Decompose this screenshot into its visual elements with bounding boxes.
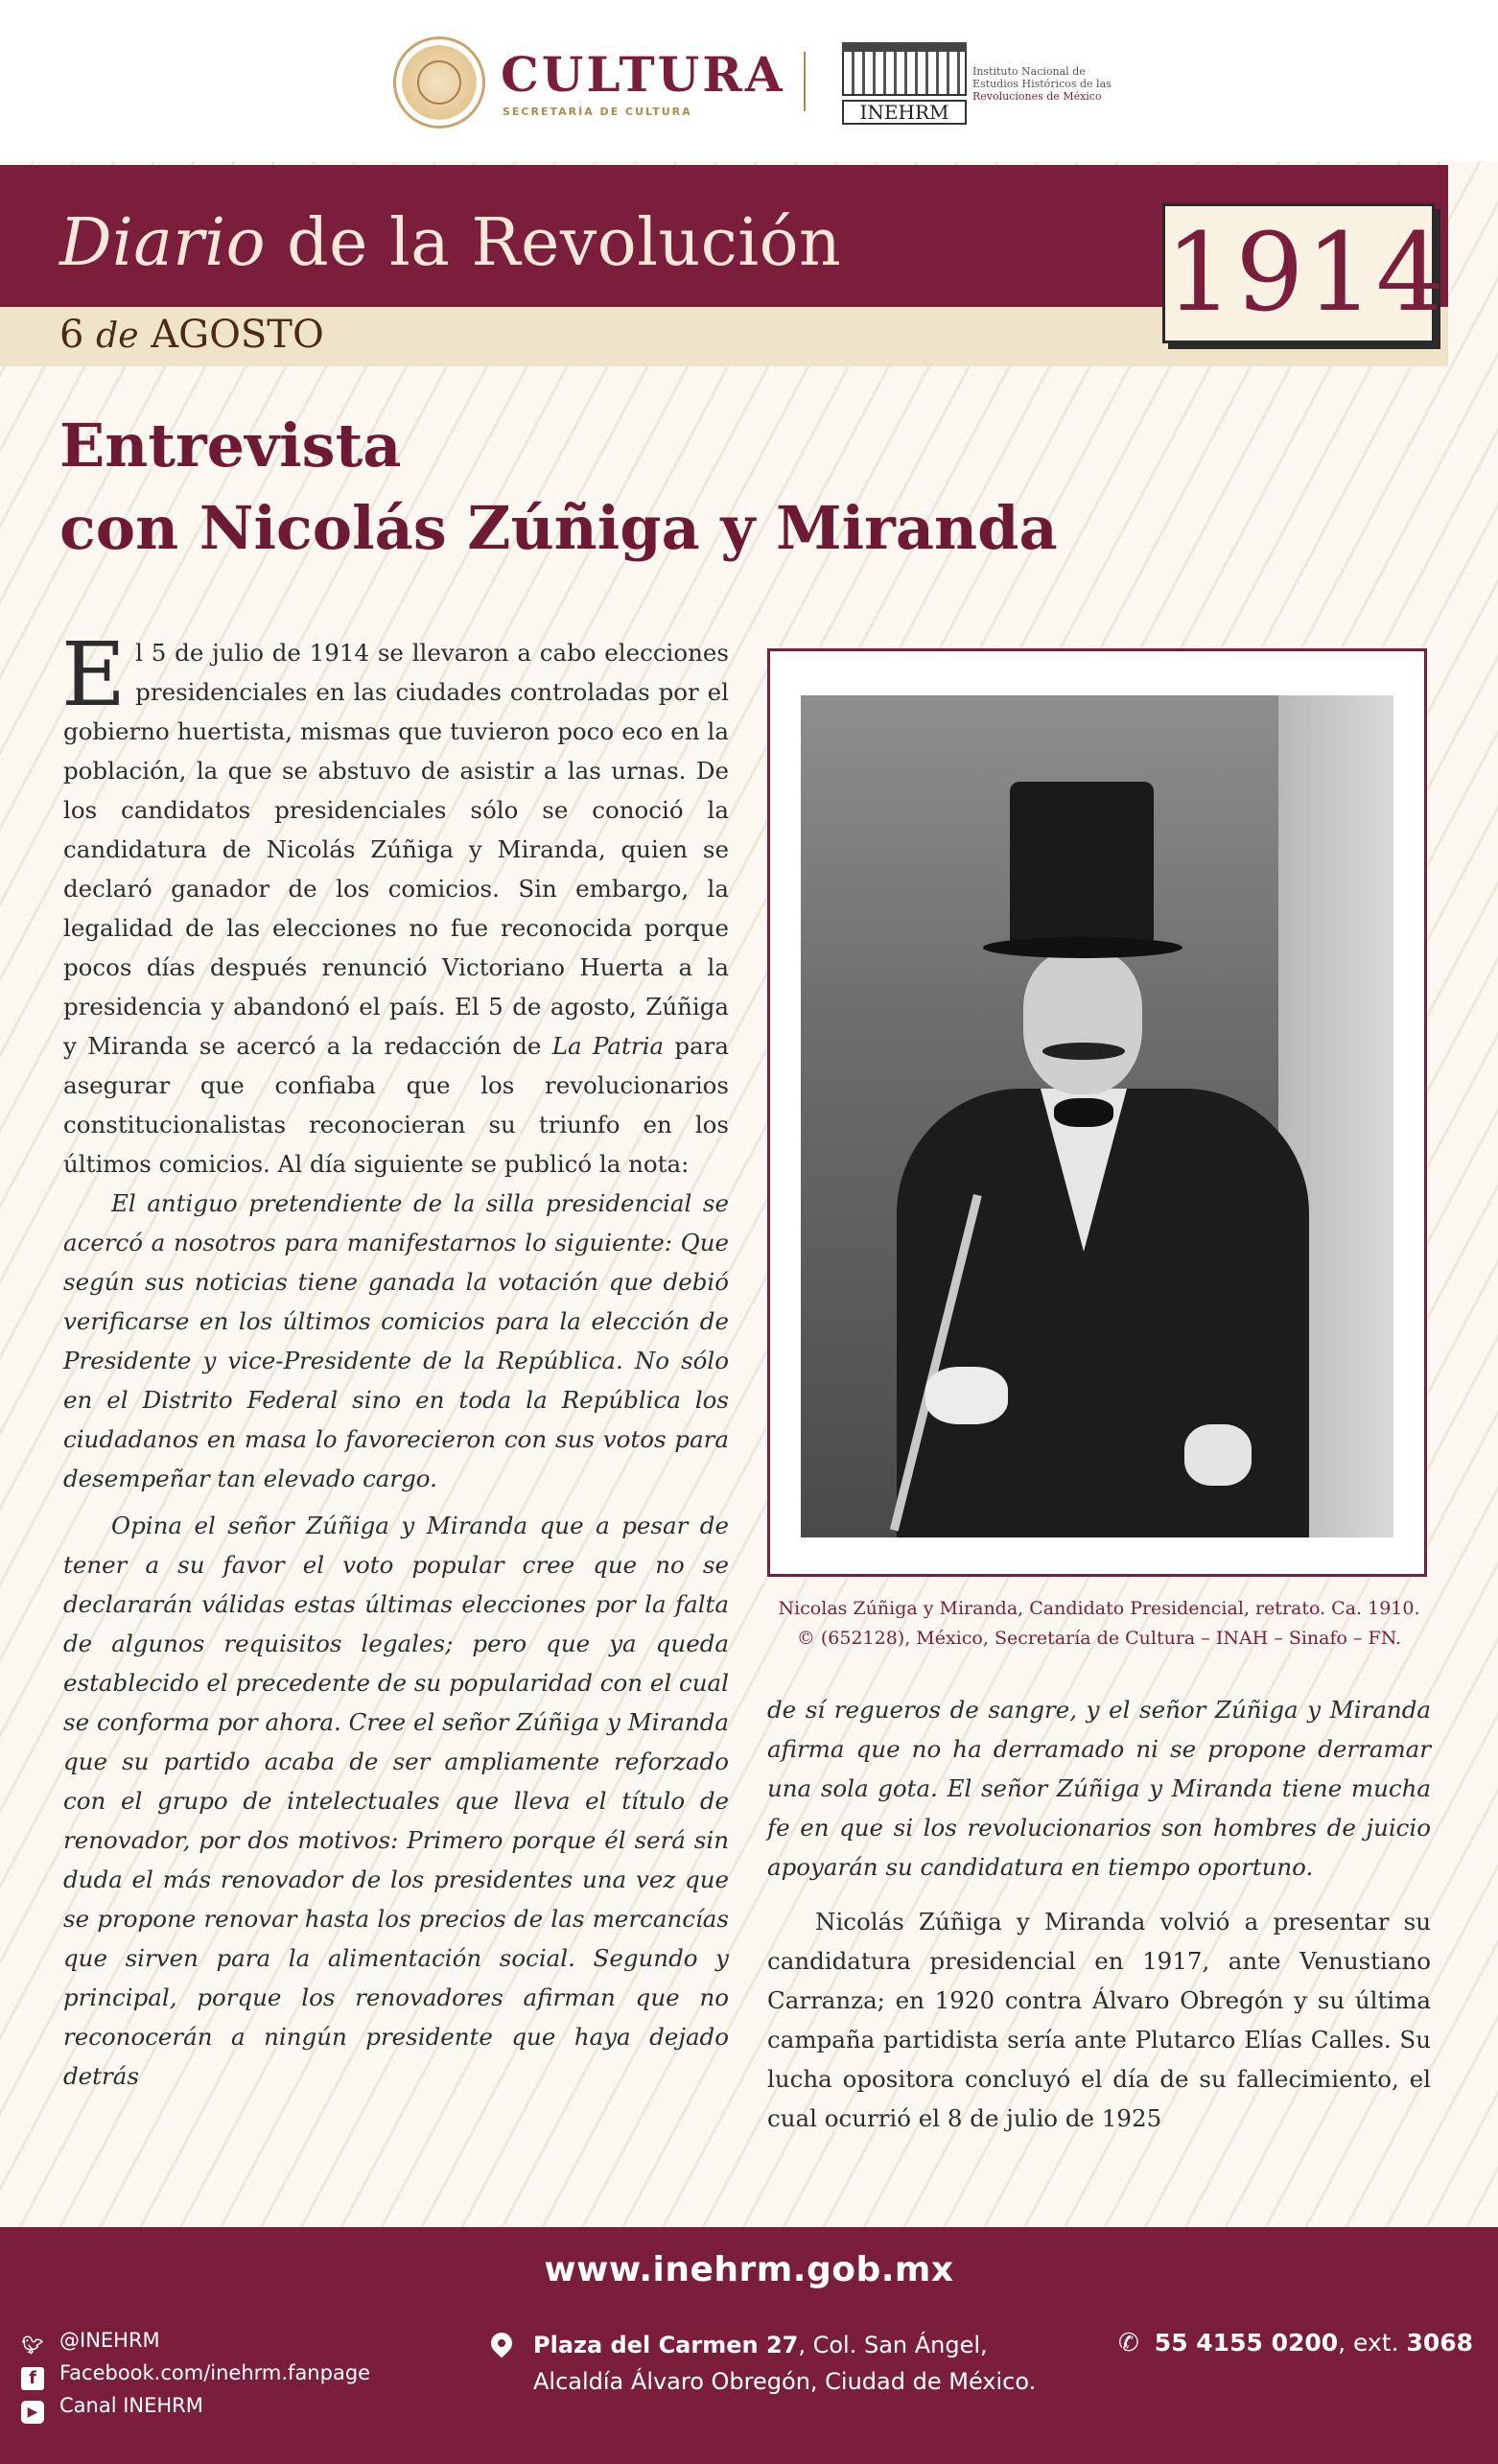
institute-name: Instituto Nacional de Estudios Históricos de las Revoluciones de México bbox=[972, 65, 1112, 103]
location-pin-icon bbox=[486, 2328, 516, 2358]
year-label: 1914 bbox=[1165, 211, 1447, 336]
inehrm-logo: INEHRM bbox=[842, 100, 967, 125]
right-text-column bbox=[767, 1690, 1431, 2138]
photo-frame bbox=[767, 648, 1427, 1577]
twitter-icon: 🐦︎ bbox=[21, 2335, 44, 2356]
quote-paragraph-2: Opina el señor Zúñiga y Miranda que a pesar de tener a su favor el voto popular cree que no se declararán válidas estas últimas elecciones por la falta de algunos requisitos legales; pero que ya queda establecido el precedente de su popularidad con el cual se conforma por ahora. Cree el señor Zúñiga y Miranda que su partido acaba de ser ampliamente reforzado con el grupo de intelectuales que lleva el título de renovador, por dos motivos: Primero porque él será sin duda el más renovador de los presidentes una vez que se propone renovar hasta los precios de las mercancías que sirven para la alimentación social. Segundo y principal, porque los renovadores afirman que no reconocerán a ningún presidente que haya dejado detrás bbox=[63, 1512, 729, 2090]
top-logo-bar bbox=[0, 0, 1498, 161]
year-box bbox=[1162, 203, 1447, 343]
left-text-column bbox=[61, 623, 729, 2096]
cultura-logo-subtitle: SECRETARÍA DE CULTURA bbox=[503, 106, 692, 118]
logo-row bbox=[0, 27, 1498, 132]
phone-icon: ✆ bbox=[1118, 2329, 1139, 2358]
cultura-logo: CULTURA bbox=[501, 46, 785, 103]
facebook-link[interactable]: f Facebook.com/inehrm.fanpage bbox=[21, 2361, 370, 2390]
inehrm-building-icon bbox=[842, 50, 967, 96]
photo-caption: Nicolas Zúñiga y Miranda, Candidato Presidencial, retrato. Ca. 1910. © (652128), México, Secretaría de Cultura – INAH – Sinafo – FN. bbox=[778, 1598, 1420, 1649]
masthead-title: Diario de la Revolución bbox=[59, 205, 842, 281]
intro-paragraph: El 5 de julio de 1914 se llevaron a cabo elecciones presidenciales en las ciudades controladas por el gobierno huertista, mismas que tuvieron poco eco en la población, la que se abstuvo de asistir a las urnas. De los candidatos presidenciales sólo se conoció la candidatura de Nicolás Zúñiga y Miranda, quien se declaró ganador de los comicios. Sin embargo, la legalidad de las elecciones no fue reconocida porque pocos días después renunció Victoriano Huerta a la presidencia y abandonó el país. El 5 de agosto, Zúñiga y Miranda se acercó a la redacción de La Patria para asegurar que confiaba que los revolucionarios constitucionalistas reconocieran su triunfo en los últimos comicios. Al día siguiente se publicó la nota: bbox=[61, 623, 729, 1178]
website-link[interactable]: www.inehrm.gob.mx bbox=[544, 2250, 954, 2289]
address: Plaza del Carmen 27, Col. San Ángel, Alcaldía Álvaro Obregón, Ciudad de México. bbox=[533, 2332, 1037, 2395]
facebook-icon: f bbox=[21, 2367, 44, 2390]
twitter-link[interactable]: 🐦︎ @INEHRM bbox=[21, 2329, 160, 2356]
logo-divider bbox=[804, 52, 806, 111]
seal-icon bbox=[393, 36, 485, 129]
closing-paragraph: Nicolás Zúñiga y Miranda volvió a presentar su candidatura presidencial en 1917, ante Venustiano Carranza; en 1920 contra Álvaro Obregón y su última campaña partidista sería ante Plutarco Elías Calles. Su lucha opositora concluyó el día de su fallecimiento, el cual ocurrió el 8 de julio de 1925 bbox=[767, 1908, 1431, 2132]
quote-paragraph-2-continued: de sí regueros de sangre, y el señor Zúñiga y Miranda afirma que no ha derramado ni se propone derramar una sola gota. El señor Zúñiga y Miranda tiene mucha fe en que si los revolucionarios son hombres de juicio apoyarán su candidatura en tiempo oportuno. bbox=[767, 1696, 1431, 1881]
quote-paragraph-1: El antiguo pretendiente de la silla presidencial se acercó a nosotros para manifestarnos lo siguiente: Que según sus noticias tiene ganada la votación que debió verificarse en los últimos comicios para la elección de Presidente y vice-Presidente de la República. No sólo en el Distrito Federal sino en toda la República los ciudadanos en masa lo favorecieron con sus votos para desempeñar tan elevado cargo. bbox=[63, 1189, 729, 1492]
article-headline: Entrevista con Nicolás Zúñiga y Miranda bbox=[59, 411, 1058, 563]
portrait-photo bbox=[801, 695, 1393, 1537]
youtube-link[interactable]: ▶ Canal INEHRM bbox=[21, 2394, 203, 2424]
youtube-icon: ▶ bbox=[21, 2401, 44, 2424]
drop-cap: E bbox=[61, 623, 127, 726]
article-date: 6 de AGOSTO bbox=[59, 313, 324, 357]
phone-number[interactable]: ✆ 55 4155 0200, ext. 3068 bbox=[1118, 2329, 1474, 2358]
footer bbox=[0, 2227, 1498, 2464]
